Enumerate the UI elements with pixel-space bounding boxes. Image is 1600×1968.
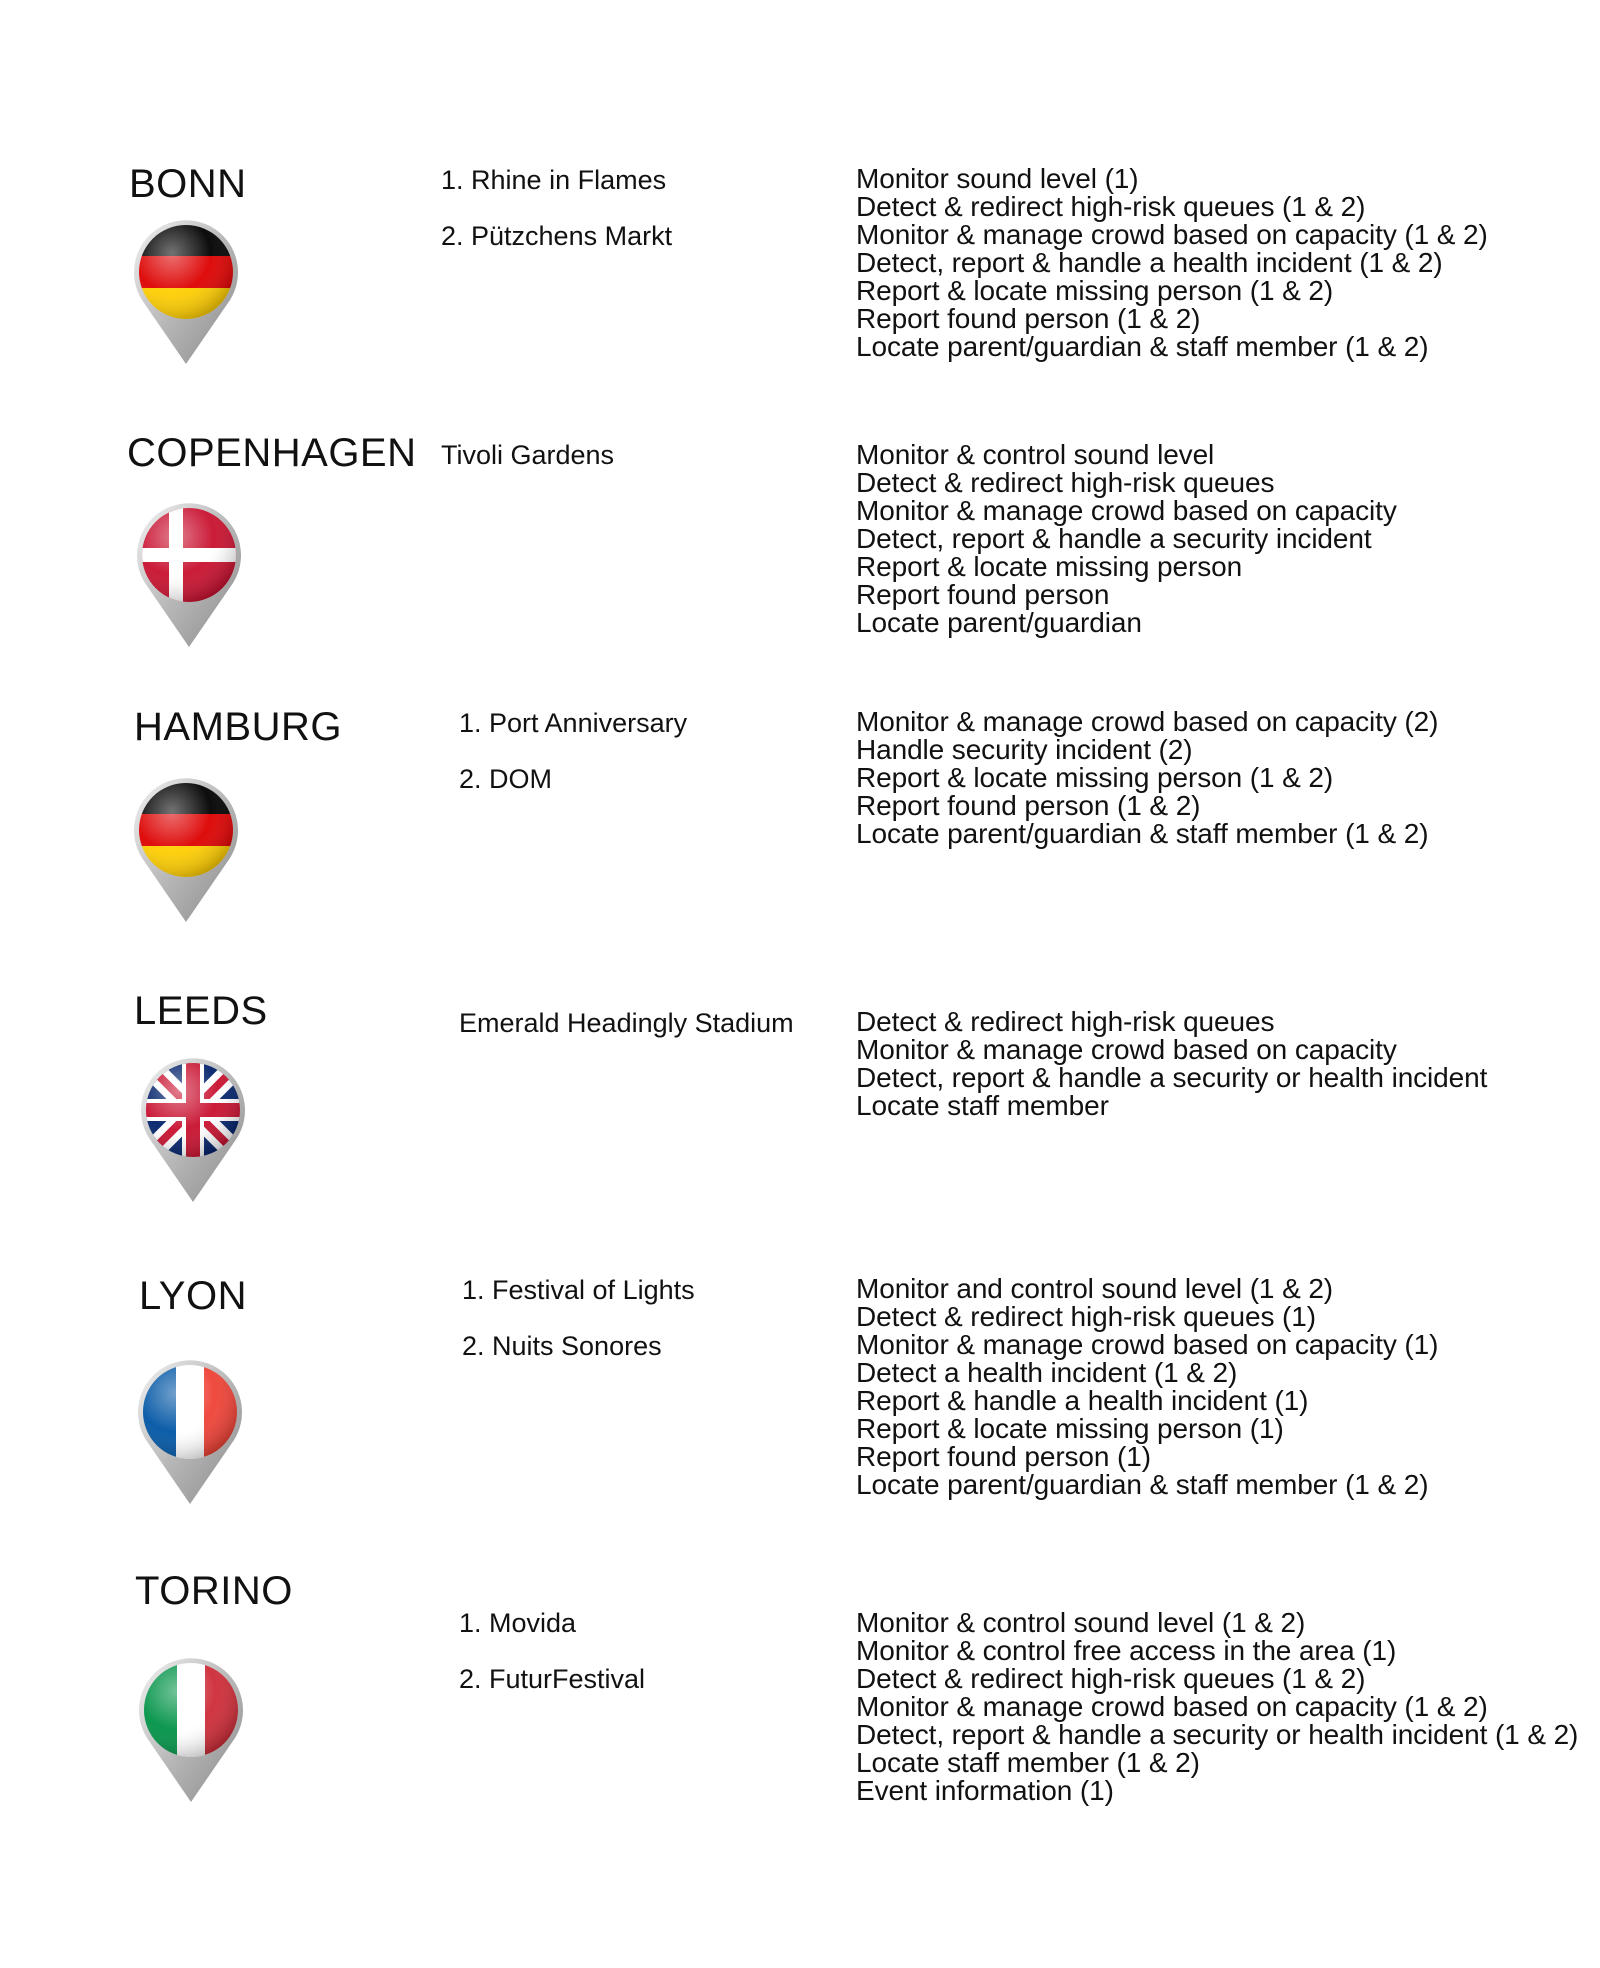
- service-item: Detect a health incident (1 & 2): [856, 1357, 1238, 1388]
- service-item: Detect, report & handle a security incident: [856, 523, 1372, 554]
- service-item: Monitor & manage crowd based on capacity (1 & 2): [856, 219, 1488, 250]
- italy-flag-pin-icon: [131, 1650, 251, 1810]
- service-item: Event information (1): [856, 1775, 1114, 1806]
- service-list: [856, 708, 1438, 848]
- service-item: Monitor & manage crowd based on capacity (1 & 2): [856, 1691, 1488, 1722]
- service-item: Monitor & manage crowd based on capacity (2): [856, 706, 1439, 737]
- service-item: Detect, report & handle a health incident (1 & 2): [856, 247, 1443, 278]
- service-item: Locate parent/guardian & staff member (1 & 2): [856, 818, 1429, 849]
- event-item: 1. Festival of Lights: [462, 1275, 695, 1305]
- service-item: Locate staff member: [856, 1090, 1109, 1121]
- event-list: [459, 1606, 645, 1718]
- event-item: 2. DOM: [459, 764, 553, 794]
- service-item: Monitor & manage crowd based on capacity: [856, 1034, 1397, 1065]
- service-list: [856, 441, 1397, 637]
- event-list: [459, 706, 687, 818]
- service-item: Monitor sound level (1): [856, 163, 1139, 194]
- event-item: 1. Port Anniversary: [459, 708, 688, 738]
- event-item: 2. FuturFestival: [459, 1664, 646, 1694]
- service-item: Locate parent/guardian & staff member (1 & 2): [856, 1469, 1429, 1500]
- service-item: Detect, report & handle a security or health incident: [856, 1062, 1488, 1093]
- service-item: Locate staff member (1 & 2): [856, 1747, 1200, 1778]
- service-item: Detect & redirect high-risk queues: [856, 1006, 1275, 1037]
- service-item: Detect, report & handle a security or health incident (1 & 2): [856, 1719, 1579, 1750]
- service-list: [856, 1275, 1438, 1499]
- service-item: Monitor and control sound level (1 & 2): [856, 1273, 1334, 1304]
- service-item: Report & locate missing person: [856, 551, 1243, 582]
- service-item: Locate parent/guardian: [856, 607, 1142, 638]
- uk-flag-pin-icon: [133, 1050, 253, 1210]
- germany-flag-pin-icon: [126, 770, 246, 930]
- event-list: [441, 438, 614, 494]
- service-item: Report found person (1 & 2): [856, 303, 1201, 334]
- france-flag-pin-icon: [130, 1352, 250, 1512]
- city-name: HAMBURG: [134, 705, 342, 749]
- service-item: Monitor & manage crowd based on capacity (1): [856, 1329, 1439, 1360]
- event-list: [459, 1006, 794, 1062]
- service-item: Monitor & control free access in the area (1): [856, 1635, 1397, 1666]
- city-name: LYON: [139, 1274, 247, 1318]
- service-item: Detect & redirect high-risk queues: [856, 467, 1275, 498]
- city-name: COPENHAGEN: [127, 431, 417, 475]
- event-item: Tivoli Gardens: [441, 440, 615, 470]
- service-list: [856, 1008, 1487, 1120]
- event-item: 1. Movida: [459, 1608, 577, 1638]
- event-list: [441, 163, 672, 275]
- service-item: Monitor & control sound level: [856, 439, 1215, 470]
- event-item: 2. Pützchens Markt: [441, 221, 673, 251]
- service-list: [856, 165, 1488, 361]
- city-name: BONN: [129, 162, 247, 206]
- city-name: TORINO: [135, 1569, 293, 1613]
- service-item: Report & handle a health incident (1): [856, 1385, 1309, 1416]
- service-item: Handle security incident (2): [856, 734, 1193, 765]
- service-item: Detect & redirect high-risk queues (1 & 2): [856, 1663, 1366, 1694]
- event-item: 1. Rhine in Flames: [441, 165, 667, 195]
- service-item: Monitor & manage crowd based on capacity: [856, 495, 1397, 526]
- event-item: 2. Nuits Sonores: [462, 1331, 662, 1361]
- service-item: Report found person: [856, 579, 1110, 610]
- service-item: Locate parent/guardian & staff member (1 & 2): [856, 331, 1429, 362]
- service-item: Report found person (1 & 2): [856, 790, 1201, 821]
- service-item: Report & locate missing person (1): [856, 1413, 1284, 1444]
- denmark-flag-pin-icon: [129, 495, 249, 655]
- city-name: LEEDS: [134, 989, 268, 1033]
- service-item: Monitor & control sound level (1 & 2): [856, 1607, 1306, 1638]
- service-item: Report found person (1): [856, 1441, 1151, 1472]
- event-item: Emerald Headingly Stadium: [459, 1008, 794, 1038]
- service-item: Report & locate missing person (1 & 2): [856, 762, 1334, 793]
- service-item: Detect & redirect high-risk queues (1): [856, 1301, 1316, 1332]
- germany-flag-pin-icon: [126, 212, 246, 372]
- event-list: [462, 1273, 695, 1385]
- service-list: [856, 1609, 1578, 1805]
- service-item: Report & locate missing person (1 & 2): [856, 275, 1334, 306]
- service-item: Detect & redirect high-risk queues (1 & 2): [856, 191, 1366, 222]
